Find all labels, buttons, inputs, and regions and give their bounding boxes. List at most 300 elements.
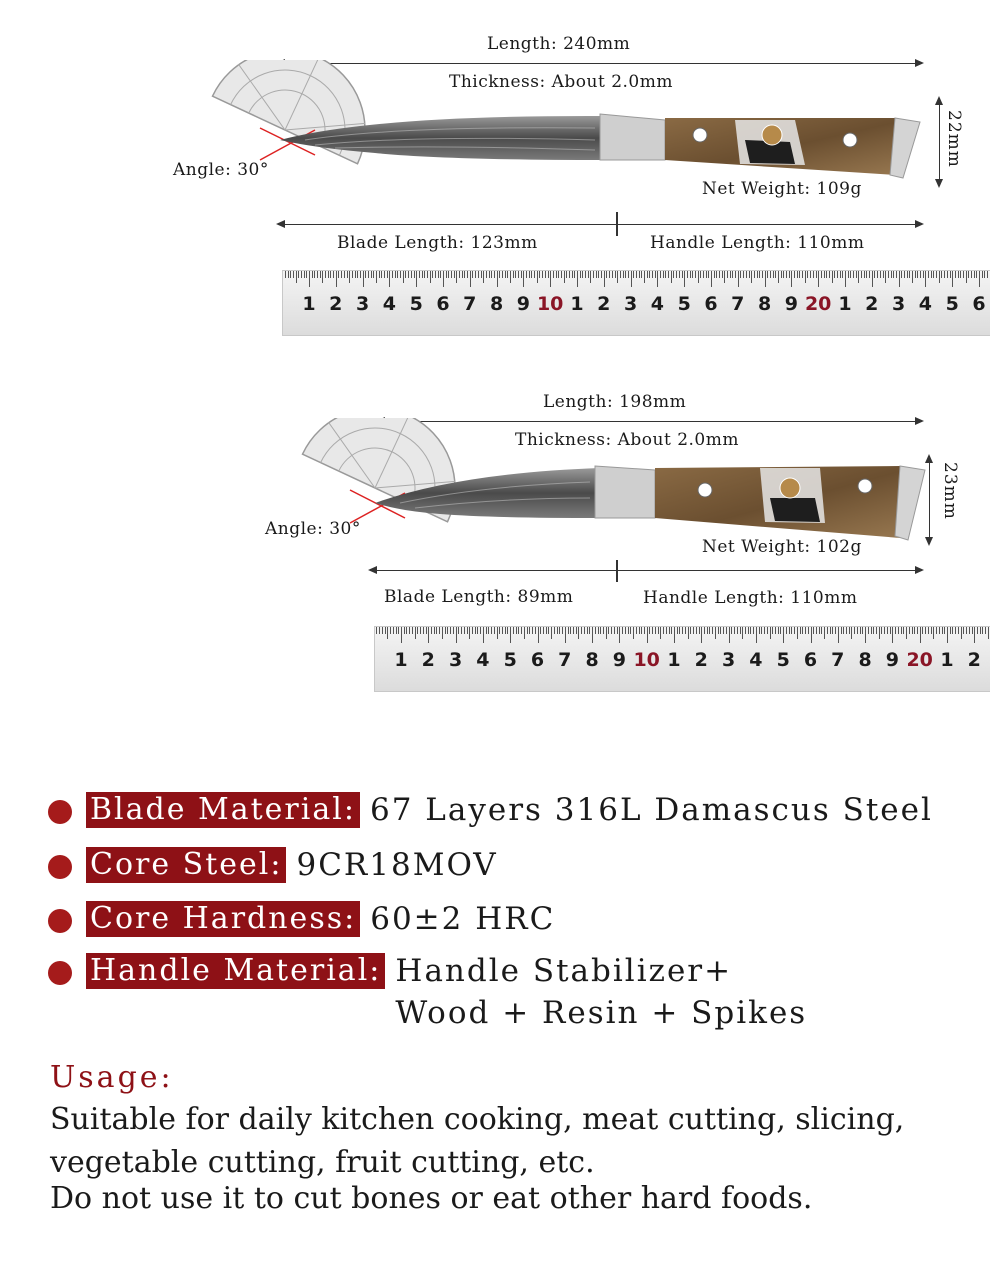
ruler-tick	[566, 271, 567, 278]
ruler-tick	[770, 271, 771, 278]
ruler-tick	[903, 627, 904, 634]
ruler-tick	[393, 627, 394, 634]
ruler-tick	[515, 271, 516, 278]
ruler-tick	[623, 271, 624, 278]
ruler-number: 5	[503, 649, 517, 671]
ruler-tick	[711, 271, 712, 287]
ruler-tick	[669, 627, 670, 634]
ruler-tick	[745, 627, 746, 634]
ruler-tick	[439, 627, 440, 634]
ruler-number: 4	[382, 293, 397, 315]
usage-heading: Usage:	[50, 1060, 174, 1095]
ruler-number: 6	[704, 293, 718, 315]
ruler-tick	[513, 627, 514, 634]
divider-tick	[616, 212, 618, 236]
ruler-tick	[891, 271, 892, 278]
ruler-tick	[330, 271, 331, 278]
ruler-tick	[458, 627, 459, 634]
ruler-tick	[368, 271, 369, 278]
ruler-tick	[325, 271, 326, 278]
ruler-tick	[559, 627, 560, 634]
ruler-tick	[658, 627, 659, 634]
ruler-tick	[923, 271, 924, 278]
thickness-label: Thickness: About 2.0mm	[515, 430, 739, 450]
ruler-tick	[712, 627, 713, 634]
spec-value: 67 Layers 316L Damascus Steel	[369, 792, 933, 828]
bullet-icon	[48, 961, 72, 985]
ruler-tick	[704, 627, 705, 634]
blade-length-label: Blade Length: 89mm	[384, 587, 574, 607]
ruler-tick	[699, 627, 700, 634]
spec-value-line2: Wood + Resin + Spikes	[395, 995, 808, 1031]
usage-line: Do not use it to cut bones or eat other hard foods.	[50, 1181, 813, 1216]
ruler-tick	[568, 627, 569, 634]
ruler-tick	[296, 271, 297, 283]
ruler-number: 5	[945, 293, 959, 315]
ruler-tick	[499, 271, 500, 278]
ruler-tick	[630, 627, 631, 634]
ruler-tick	[977, 627, 978, 634]
ruler-tick	[373, 271, 374, 278]
ruler-tick	[856, 271, 857, 278]
ruler-tick	[491, 271, 492, 278]
ruler-number: 10	[536, 293, 564, 315]
ruler-tick	[598, 271, 599, 278]
ruler-tick	[810, 271, 811, 278]
ruler-tick	[341, 271, 342, 278]
ruler-tick	[811, 627, 812, 643]
ruler-tick	[595, 627, 596, 634]
ruler-tick	[510, 627, 511, 643]
ruler-tick	[936, 271, 937, 278]
ruler-tick	[505, 271, 506, 278]
ruler-tick	[404, 627, 405, 634]
ruler-tick	[577, 271, 578, 287]
ruler-tick	[860, 627, 861, 634]
ruler-tick	[336, 271, 337, 287]
ruler-tick	[657, 271, 658, 287]
ruler-tick	[434, 627, 435, 634]
ruler-tick	[906, 627, 907, 639]
ruler-tick	[390, 627, 391, 634]
ruler-tick	[414, 271, 415, 278]
bullet-icon	[48, 800, 72, 824]
ruler-tick	[821, 627, 822, 634]
ruler-tick	[639, 271, 640, 278]
ruler-tick	[558, 271, 559, 278]
ruler-tick	[529, 627, 530, 634]
ruler-tick	[899, 271, 900, 287]
ruler-tick	[644, 627, 645, 634]
ruler-tick	[797, 627, 798, 639]
net-weight-label: Net Weight: 102g	[702, 537, 862, 557]
ruler-tick	[682, 627, 683, 634]
ruler-tick	[912, 271, 913, 283]
ruler-tick	[762, 271, 763, 278]
ruler-tick	[885, 271, 886, 283]
bullet-icon	[48, 909, 72, 933]
ruler-tick	[677, 627, 678, 634]
ruler-tick	[636, 627, 637, 634]
ruler-tick	[652, 627, 653, 634]
ruler-tick	[826, 271, 827, 278]
ruler-tick	[551, 627, 552, 639]
ruler-tick	[408, 271, 409, 278]
ruler-tick	[751, 271, 752, 283]
ruler-tick	[349, 271, 350, 283]
ruler-tick	[843, 627, 844, 634]
ruler-tick	[371, 271, 372, 278]
ruler-tick	[818, 271, 819, 287]
ruler-tick	[655, 627, 656, 634]
length-label: Length: 240mm	[487, 34, 631, 54]
ruler-number: 1	[940, 649, 954, 671]
ruler-number: 5	[776, 649, 790, 671]
ruler-tick	[543, 627, 544, 634]
ruler-tick	[411, 271, 412, 278]
ruler-tick	[952, 271, 953, 287]
ruler-tick	[539, 271, 540, 278]
ruler-tick	[850, 271, 851, 278]
ruler-tick	[893, 271, 894, 278]
ruler-tick	[682, 271, 683, 278]
ruler-tick	[805, 627, 806, 634]
ruler-tick	[950, 271, 951, 278]
ruler-tick	[488, 627, 489, 634]
ruler-tick	[663, 627, 664, 634]
ruler-tick	[401, 627, 402, 643]
ruler-tick	[866, 271, 867, 278]
ruler-tick	[872, 271, 873, 287]
ruler-tick	[589, 627, 590, 634]
ruler-tick	[976, 271, 977, 278]
ruler-tick	[625, 627, 626, 634]
ruler-tick	[805, 271, 806, 283]
ruler-tick	[966, 627, 967, 634]
ruler-tick	[832, 627, 833, 634]
ruler-tick	[679, 627, 680, 634]
ruler-tick	[765, 271, 766, 287]
ruler-number: 8	[858, 649, 872, 671]
ruler-tick	[497, 627, 498, 639]
ruler-tick	[974, 627, 975, 643]
spec-core-steel	[48, 847, 498, 883]
ruler-tick	[858, 271, 859, 283]
ruler-tick	[816, 627, 817, 634]
ruler-tick	[864, 271, 865, 278]
ruler-tick	[972, 627, 973, 634]
ruler-tick	[920, 627, 921, 643]
ruler-tick	[824, 627, 825, 639]
ruler-tick	[601, 271, 602, 278]
ruler-tick	[397, 271, 398, 278]
ruler-tick	[532, 627, 533, 634]
ruler-tick	[671, 627, 672, 634]
ruler-tick	[772, 627, 773, 634]
spec-value: Handle Stabilizer+	[395, 953, 733, 989]
ruler-tick	[892, 627, 893, 643]
ruler-tick	[531, 271, 532, 278]
ruler-tick	[435, 271, 436, 278]
ruler-number: 1	[667, 649, 681, 671]
ruler-tick	[982, 271, 983, 278]
ruler-tick	[824, 271, 825, 278]
ruler-tick	[360, 271, 361, 278]
ruler-tick	[955, 271, 956, 278]
ruler-tick	[708, 271, 709, 278]
ruler-tick	[835, 627, 836, 634]
ruler-tick	[871, 627, 872, 634]
ruler-number: 1	[394, 649, 408, 671]
ruler-tick	[738, 271, 739, 287]
ruler-tick	[347, 271, 348, 278]
ruler-tick	[447, 627, 448, 634]
ruler-tick	[853, 271, 854, 278]
ruler-tick	[464, 627, 465, 634]
ruler-tick	[759, 627, 760, 634]
ruler-tick	[883, 271, 884, 278]
ruler-tick	[727, 271, 728, 278]
ruler-tick	[663, 271, 664, 278]
ruler-tick	[789, 271, 790, 278]
ruler-tick	[510, 271, 511, 283]
ruler-tick	[770, 627, 771, 639]
ruler-tick	[363, 271, 364, 287]
ruler-tick	[382, 627, 383, 634]
ruler-tick	[430, 271, 431, 283]
ruler-tick	[714, 271, 715, 278]
ruler-tick	[789, 627, 790, 634]
ruler-tick	[922, 627, 923, 634]
ruler-tick	[963, 271, 964, 278]
ruler-tick	[690, 627, 691, 634]
ruler-tick	[756, 627, 757, 643]
ruler-number: 3	[355, 293, 370, 315]
ruler-tick	[748, 627, 749, 634]
ruler-tick	[443, 271, 444, 287]
ruler-tick	[971, 271, 972, 278]
ruler-tick	[612, 271, 613, 278]
ruler-tick	[483, 271, 484, 283]
ruler-number: 3	[623, 293, 638, 315]
ruler-tick	[830, 627, 831, 634]
ruler-tick	[947, 627, 948, 643]
ruler-tick	[486, 627, 487, 634]
ruler-number: 8	[585, 649, 599, 671]
ruler-tick	[838, 627, 839, 643]
ruler-tick	[928, 271, 929, 278]
ruler-tick	[529, 271, 530, 278]
ruler-tick	[499, 627, 500, 634]
ruler-tick	[548, 627, 549, 634]
ruler-tick	[606, 627, 607, 639]
ruler-tick	[387, 627, 388, 639]
ruler-tick	[821, 271, 822, 278]
ruler-tick	[389, 271, 390, 287]
ruler-tick	[674, 627, 675, 643]
ruler-tick	[427, 271, 428, 278]
ruler-tick	[775, 271, 776, 278]
ruler-tick	[781, 271, 782, 278]
ruler-tick	[615, 271, 616, 278]
ruler-tick	[909, 627, 910, 634]
ruler-tick	[417, 627, 418, 634]
ruler-tick	[743, 271, 744, 278]
ruler-tick	[767, 627, 768, 634]
ruler-tick	[538, 627, 539, 643]
ruler-tick	[641, 627, 642, 634]
ruler-tick	[724, 271, 725, 283]
ruler-tick	[917, 271, 918, 278]
ruler-tick	[617, 271, 618, 283]
ruler	[282, 270, 990, 336]
ruler-tick	[440, 271, 441, 278]
ruler-tick	[570, 627, 571, 634]
ruler-tick	[655, 271, 656, 278]
spec-label: Handle Material:	[86, 953, 385, 989]
ruler-tick	[524, 627, 525, 639]
ruler	[374, 626, 990, 692]
ruler-tick	[603, 627, 604, 634]
ruler-tick	[797, 271, 798, 278]
ruler-tick	[968, 271, 969, 278]
ruler-tick	[780, 627, 781, 634]
height-label: 23mm	[940, 462, 960, 520]
ruler-number: 7	[463, 293, 477, 315]
ruler-tick	[592, 627, 593, 643]
ruler-tick	[800, 627, 801, 634]
ruler-tick	[722, 271, 723, 278]
ruler-tick	[312, 271, 313, 278]
ruler-tick	[716, 271, 717, 278]
ruler-tick	[420, 627, 421, 634]
ruler-tick	[737, 627, 738, 634]
ruler-tick	[497, 271, 498, 287]
ruler-tick	[587, 627, 588, 634]
ruler-tick	[352, 271, 353, 278]
ruler-tick	[456, 271, 457, 283]
ruler-tick	[966, 271, 967, 283]
ruler-tick	[944, 627, 945, 634]
ruler-number: 7	[731, 293, 745, 315]
spec-blade-material	[48, 792, 933, 828]
ruler-tick	[507, 627, 508, 634]
ruler-number: 8	[489, 293, 504, 315]
ruler-number: 20	[804, 293, 832, 315]
spec-value: 9CR18MOV	[296, 847, 498, 883]
ruler-tick	[862, 627, 863, 634]
ruler-tick	[813, 271, 814, 278]
ruler-tick	[980, 627, 981, 634]
ruler-tick	[668, 271, 669, 278]
ruler-tick	[879, 627, 880, 639]
spec-core-hardness	[48, 901, 555, 937]
ruler-tick	[778, 271, 779, 283]
ruler-tick	[416, 271, 417, 287]
blade-handle-arrow	[370, 570, 922, 571]
ruler-tick	[720, 627, 721, 634]
ruler-tick	[742, 627, 743, 639]
ruler-number: 2	[967, 649, 981, 671]
ruler-tick	[419, 271, 420, 278]
height-arrow	[939, 98, 940, 186]
ruler-tick	[693, 627, 694, 634]
ruler-tick	[576, 627, 577, 634]
ruler-tick	[759, 271, 760, 278]
ruler-tick	[550, 271, 551, 287]
ruler-tick	[764, 627, 765, 634]
ruler-tick	[467, 271, 468, 278]
ruler-tick	[709, 627, 710, 634]
ruler-tick	[988, 627, 989, 639]
ruler-tick	[392, 271, 393, 278]
ruler-tick	[436, 627, 437, 634]
ruler-tick	[505, 627, 506, 634]
ruler-tick	[464, 271, 465, 278]
ruler-tick	[931, 627, 932, 634]
handle-length-label: Handle Length: 110mm	[643, 588, 858, 608]
ruler-tick	[783, 627, 784, 643]
ruler-tick	[834, 271, 835, 278]
ruler-tick	[915, 271, 916, 278]
ruler-tick	[572, 271, 573, 278]
ruler-number: 6	[972, 293, 986, 315]
angle-label: Angle: 30°	[173, 160, 269, 180]
ruler-tick	[799, 271, 800, 278]
ruler-tick	[827, 627, 828, 634]
ruler-tick	[735, 271, 736, 278]
ruler-tick	[445, 627, 446, 634]
ruler-tick	[794, 271, 795, 278]
ruler-tick	[431, 627, 432, 634]
ruler-number: 6	[530, 649, 545, 671]
ruler-tick	[791, 271, 792, 287]
ruler-tick	[941, 271, 942, 278]
ruler-tick	[561, 271, 562, 278]
ruler-tick	[625, 271, 626, 278]
ruler-tick	[685, 627, 686, 634]
blade-length-label: Blade Length: 123mm	[337, 233, 538, 253]
ruler-tick	[931, 271, 932, 278]
length-label: Length: 198mm	[543, 392, 687, 412]
ruler-tick	[578, 627, 579, 639]
ruler-tick	[649, 627, 650, 634]
ruler-tick	[619, 627, 620, 643]
height-label: 22mm	[944, 110, 964, 168]
ruler-tick	[357, 271, 358, 278]
ruler-tick	[469, 627, 470, 639]
ruler-tick	[696, 627, 697, 634]
ruler-tick	[984, 271, 985, 278]
ruler-tick	[451, 271, 452, 278]
ruler-tick	[761, 627, 762, 634]
ruler-tick	[700, 271, 701, 278]
ruler-tick	[438, 271, 439, 278]
ruler-tick	[521, 271, 522, 278]
ruler-tick	[502, 271, 503, 278]
ruler-tick	[556, 271, 557, 278]
ruler-tick	[652, 271, 653, 278]
ruler-tick	[707, 627, 708, 634]
angle-label: Angle: 30°	[265, 519, 361, 539]
ruler-tick	[861, 271, 862, 278]
ruler-tick	[895, 627, 896, 634]
ruler-tick	[671, 271, 672, 283]
ruler-tick	[328, 271, 329, 278]
usage-line: vegetable cutting, fruit cutting, etc.	[50, 1145, 595, 1180]
ruler-tick	[958, 271, 959, 278]
ruler-tick	[794, 627, 795, 634]
